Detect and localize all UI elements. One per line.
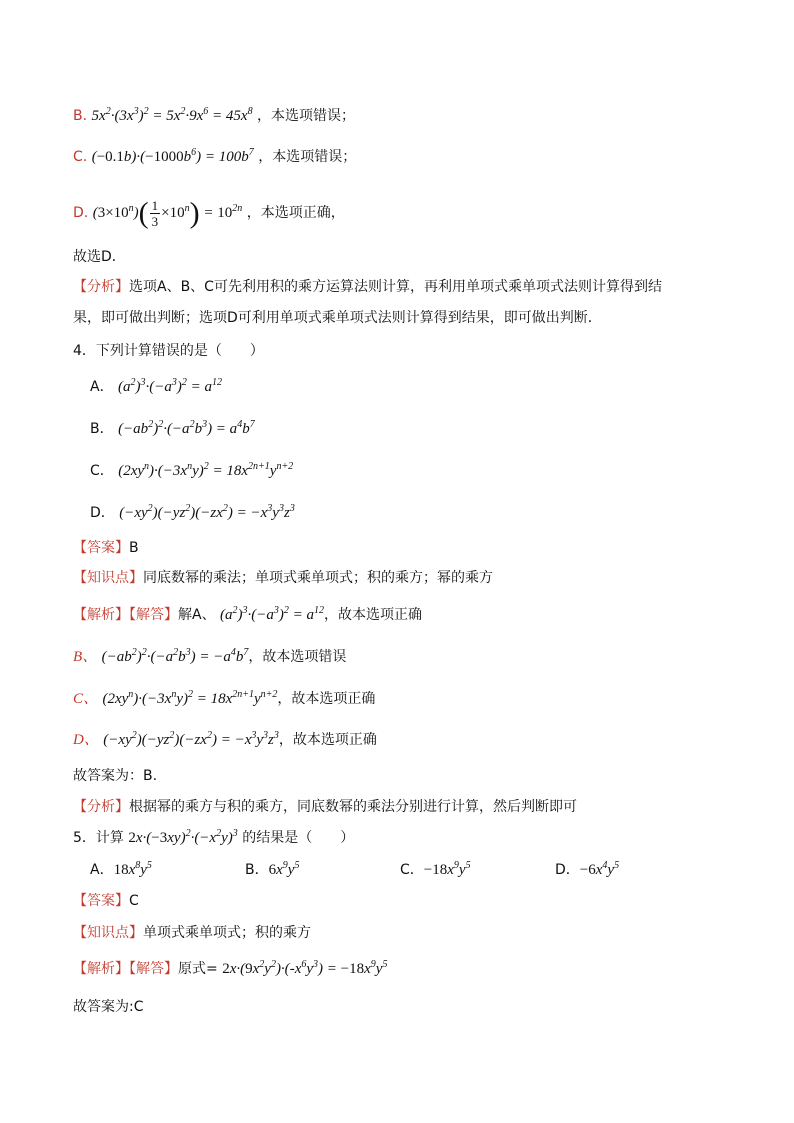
q4-option-a-label: A． xyxy=(90,379,114,395)
q4-stem: 4．下列计算错误的是（ ） xyxy=(73,343,264,359)
q5-final: 故答案为:C xyxy=(73,999,144,1015)
option-b-solution-line xyxy=(73,106,355,126)
q5-option-b: B．$6x^9y^5$ xyxy=(245,860,300,878)
option-d-formula: $(3\times 10^n)$( $\frac{1}{3}$ $\times 10^n) = 10^{2n}$ xyxy=(92,196,243,230)
analysis-line-2: 果，即可做出判断；选项D可利用单项式乘单项式法则计算得到结果，即可做出判断． xyxy=(73,310,602,326)
q4-solution-a: 【解析】【解答】解A、 $(a^2)^3\cdot(-a^3)^2 = a^{12}$，故本选项正确 xyxy=(73,605,423,623)
analysis-tag: 【分析】 xyxy=(73,279,129,295)
q4-option-c: C． $(2xy^n)\cdot(-3x^ny)^2 = 18x^{2n+1}y^{n+2}$ xyxy=(90,461,294,479)
q4-solution-d: D、 $(-xy^2)(-yz^2)(-zx^2) = -x^3y^3z^3$，故本选项正确 xyxy=(73,730,377,748)
one-third-fraction: $\frac{1}{3}$ xyxy=(151,198,159,229)
q5-answer-value: C xyxy=(129,893,139,909)
q4-option-d: D． $(-xy^2)(-yz^2)(-zx^2) = -x^3y^3z^3$ xyxy=(90,503,295,521)
q4-option-a: A． $(a^2)^3\cdot(-a^3)^2 = a^{12}$ xyxy=(90,377,223,395)
q5-solution: 【解析】【解答】原式= $2x\cdot(9x^2y^2)\cdot(-x^6y^3) = -18x^9y^5$ xyxy=(73,959,388,977)
option-b-note: ，本选项错误； xyxy=(257,108,356,124)
q4-solution-c: C、 $(2xy^n)\cdot(-3x^ny)^2 = 18x^{2n+1}y^{n+2}$，故本选项正确 xyxy=(73,689,376,707)
q4-option-d-label: D． xyxy=(90,505,115,521)
option-d-label: D. xyxy=(73,204,89,221)
q4-final: 故答案为：B. xyxy=(73,768,158,784)
q4-option-c-label: C． xyxy=(90,463,114,479)
option-c-formula: $(-0.1b)\cdot(-1000b^6) = 100b^7$ xyxy=(91,147,254,165)
option-d-solution-line xyxy=(73,198,345,229)
q4-solution-tag: 【解析】【解答】 xyxy=(73,607,178,623)
analysis-text-1: 选项A、B、C可先利用积的乘方运算法则计算，再利用单项式乘单项式法则计算得到结 xyxy=(129,279,662,295)
q5-stem: 5．计算 $2x\cdot(-3xy)^2\cdot(-x^2y)^3$ 的结果是（ ） xyxy=(73,828,355,846)
q4-option-b-label: B． xyxy=(90,421,114,437)
option-c-label: C. xyxy=(73,149,88,165)
q4-solution-b: B、 $(-ab^2)^2\cdot(-a^2b^3) = -a^4b^7$，故本选项错误 xyxy=(73,647,347,665)
q4-option-b: B． $(-ab^2)^2\cdot(-a^2b^3) = a^4b^7$ xyxy=(90,419,255,437)
q5-option-d: D．$-6x^4y^5$ xyxy=(555,860,620,878)
q5-option-a: A．$18x^8y^5$ xyxy=(90,860,152,878)
option-d-note: ，本选项正确， xyxy=(246,204,345,221)
q4-answer: 【答案】B xyxy=(73,540,139,556)
q4-analysis: 【分析】根据幂的乘方与积的乘方，同底数幂的乘法分别进行计算，然后判断即可 xyxy=(73,799,577,815)
q4-knowledge: 【知识点】同底数幂的乘法；单项式乘单项式；积的乘方；幂的乘方 xyxy=(73,570,493,586)
option-b-label: B. xyxy=(73,108,88,124)
conclusion-line: 故选D． xyxy=(73,249,126,265)
q5-answer: 【答案】C xyxy=(73,893,139,909)
analysis-line-1 xyxy=(73,277,662,297)
option-b-formula: $5x^2\cdot(3x^3)^2 = 5x^2\cdot 9x^6 = 45x^8$ xyxy=(91,106,253,124)
option-c-note: ，本选项错误； xyxy=(258,149,357,165)
q4-answer-value: B xyxy=(129,540,139,556)
option-c-solution-line xyxy=(73,147,356,167)
q5-knowledge: 【知识点】单项式乘单项式；积的乘方 xyxy=(73,925,311,941)
q5-option-c: C．$-18x^9y^5$ xyxy=(400,860,471,878)
q5-expression: $2x\cdot(-3xy)^2\cdot(-x^2y)^3$ xyxy=(128,828,238,846)
